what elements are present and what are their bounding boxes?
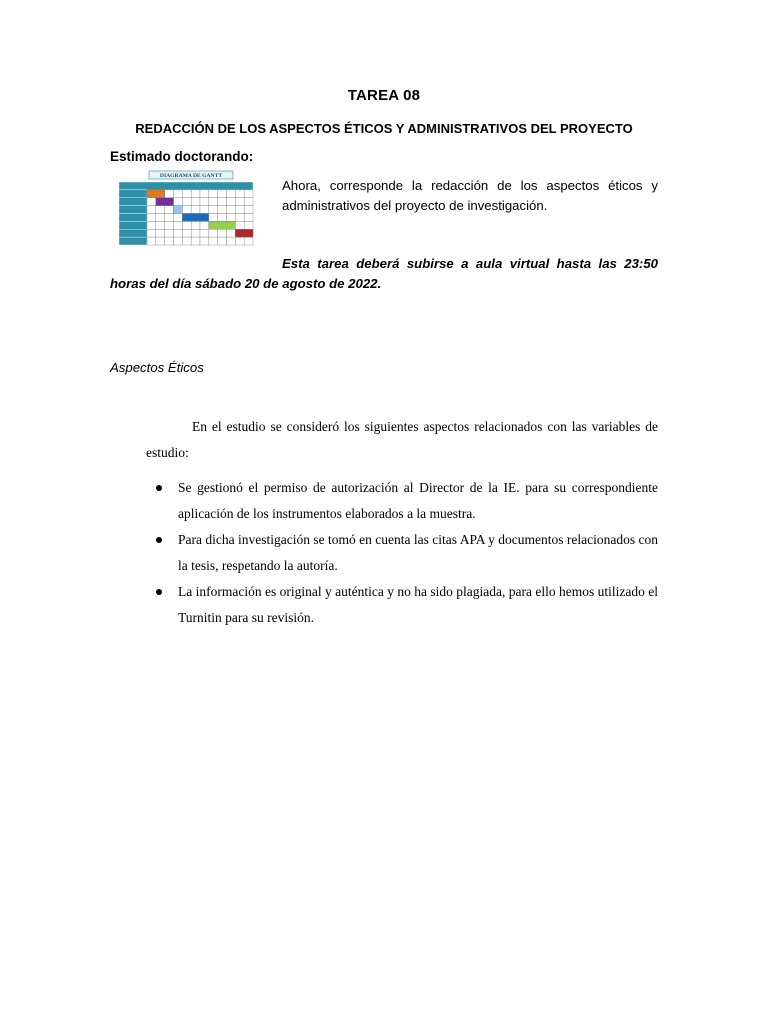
gantt-row-label <box>119 229 147 237</box>
gantt-cell <box>244 214 253 222</box>
gantt-cell <box>218 206 227 214</box>
bullet-dot-icon <box>156 589 162 595</box>
gantt-cell <box>156 229 165 237</box>
gantt-cell <box>182 237 191 245</box>
gantt-cell <box>156 206 165 214</box>
bullet-item <box>146 527 658 579</box>
gantt-cell <box>165 190 174 198</box>
gantt-cell <box>182 190 191 198</box>
gantt-cell <box>209 229 218 237</box>
gantt-cell <box>147 214 156 222</box>
gantt-cell <box>227 229 236 237</box>
gantt-cell <box>174 221 183 229</box>
gantt-row-label <box>119 206 147 214</box>
gantt-cell <box>182 198 191 206</box>
gantt-cell <box>156 221 165 229</box>
gantt-cell <box>209 214 218 222</box>
gantt-row-label <box>119 221 147 229</box>
gantt-caption: DIAGRAMA DE GANTT <box>159 173 223 180</box>
page-title: TAREA 08 <box>347 87 421 104</box>
gantt-cell <box>147 237 156 245</box>
gantt-cell <box>182 229 191 237</box>
gantt-cell <box>235 206 244 214</box>
gantt-cell <box>191 198 200 206</box>
gantt-cell <box>218 237 227 245</box>
gantt-cell <box>200 229 209 237</box>
gantt-cell <box>244 198 253 206</box>
body-paragraph: En el estudio se consideró los siguientes aspectos relacionados con las variables de estudio: <box>146 419 658 460</box>
gantt-cell <box>174 237 183 245</box>
gantt-cell <box>165 214 174 222</box>
gantt-cell <box>218 229 227 237</box>
bullet-item <box>146 475 658 527</box>
gantt-cell <box>235 214 244 222</box>
gantt-cell <box>191 221 200 229</box>
gantt-bar <box>182 214 209 222</box>
gantt-header-band <box>119 182 253 190</box>
gantt-cell <box>156 214 165 222</box>
gantt-bar <box>156 198 174 206</box>
gantt-row-label <box>119 198 147 206</box>
gantt-cell <box>244 206 253 214</box>
gantt-cell <box>174 190 183 198</box>
gantt-cell <box>147 221 156 229</box>
gantt-chart-graphic <box>117 170 255 246</box>
deadline-text: Esta tarea deberá subirse a aula virtual hasta las 23:50 horas del día sábado 20 de agosto de 2022. <box>110 256 658 291</box>
gantt-bar <box>235 229 253 237</box>
gantt-cell <box>235 221 244 229</box>
greeting: Estimado doctorando: <box>110 149 254 164</box>
gantt-cell <box>218 214 227 222</box>
gantt-bar <box>147 190 165 198</box>
gantt-cell <box>200 237 209 245</box>
gantt-cell <box>209 206 218 214</box>
gantt-cell <box>218 198 227 206</box>
gantt-cell <box>200 190 209 198</box>
bullet-text: La información es original y auténtica y no ha sido plagiada, para ello hemos utilizado el Turnitin para su revisión. <box>178 584 658 625</box>
gantt-cell <box>235 237 244 245</box>
gantt-cell <box>200 206 209 214</box>
gantt-bar <box>209 221 236 229</box>
bullet-dot-icon <box>156 537 162 543</box>
gantt-cell <box>244 237 253 245</box>
bullet-list <box>146 475 658 631</box>
gantt-cell <box>191 190 200 198</box>
bullet-text: Se gestionó el permiso de autorización al Director de la IE. para su correspondiente aplicación de los instrumentos elaborados a la muestra. <box>178 480 658 521</box>
gantt-cell <box>165 221 174 229</box>
gantt-cell <box>182 221 191 229</box>
gantt-cell <box>244 190 253 198</box>
gantt-bar <box>174 206 183 214</box>
gantt-cell <box>191 229 200 237</box>
gantt-cell <box>209 198 218 206</box>
gantt-cell <box>200 221 209 229</box>
gantt-cell <box>156 237 165 245</box>
gantt-cell <box>200 198 209 206</box>
gantt-cell <box>165 229 174 237</box>
gantt-cell <box>244 221 253 229</box>
intro-text: Ahora, corresponde la redacción de los aspectos éticos y administrativos del proyecto de investigación. <box>282 178 658 213</box>
gantt-cell <box>218 190 227 198</box>
gantt-cell <box>235 198 244 206</box>
gantt-cell <box>174 229 183 237</box>
gantt-cell <box>191 237 200 245</box>
gantt-cell <box>165 237 174 245</box>
bullet-dot-icon <box>156 485 162 491</box>
gantt-cell <box>147 206 156 214</box>
gantt-cell <box>227 237 236 245</box>
gantt-cell <box>174 214 183 222</box>
section-heading: Aspectos Éticos <box>110 360 204 375</box>
gantt-cell <box>191 206 200 214</box>
gantt-row-label <box>119 237 147 245</box>
gantt-cell <box>227 206 236 214</box>
gantt-cell <box>209 237 218 245</box>
gantt-row-label <box>119 214 147 222</box>
page-subtitle: REDACCIÓN DE LOS ASPECTOS ÉTICOS Y ADMINISTRATIVOS DEL PROYECTO <box>135 121 633 136</box>
bullet-item <box>146 579 658 631</box>
gantt-chart-image <box>117 170 255 246</box>
gantt-cell <box>227 198 236 206</box>
gantt-cell <box>235 190 244 198</box>
gantt-row-label <box>119 190 147 198</box>
gantt-cell <box>227 214 236 222</box>
gantt-cell <box>227 190 236 198</box>
gantt-cell <box>165 206 174 214</box>
gantt-cell <box>147 229 156 237</box>
gantt-cell <box>174 198 183 206</box>
gantt-cell <box>182 206 191 214</box>
bullet-text: Para dicha investigación se tomó en cuenta las citas APA y documentos relacionados con la tesis, respetando la autoría. <box>178 532 658 573</box>
gantt-cell <box>147 198 156 206</box>
gantt-cell <box>209 190 218 198</box>
